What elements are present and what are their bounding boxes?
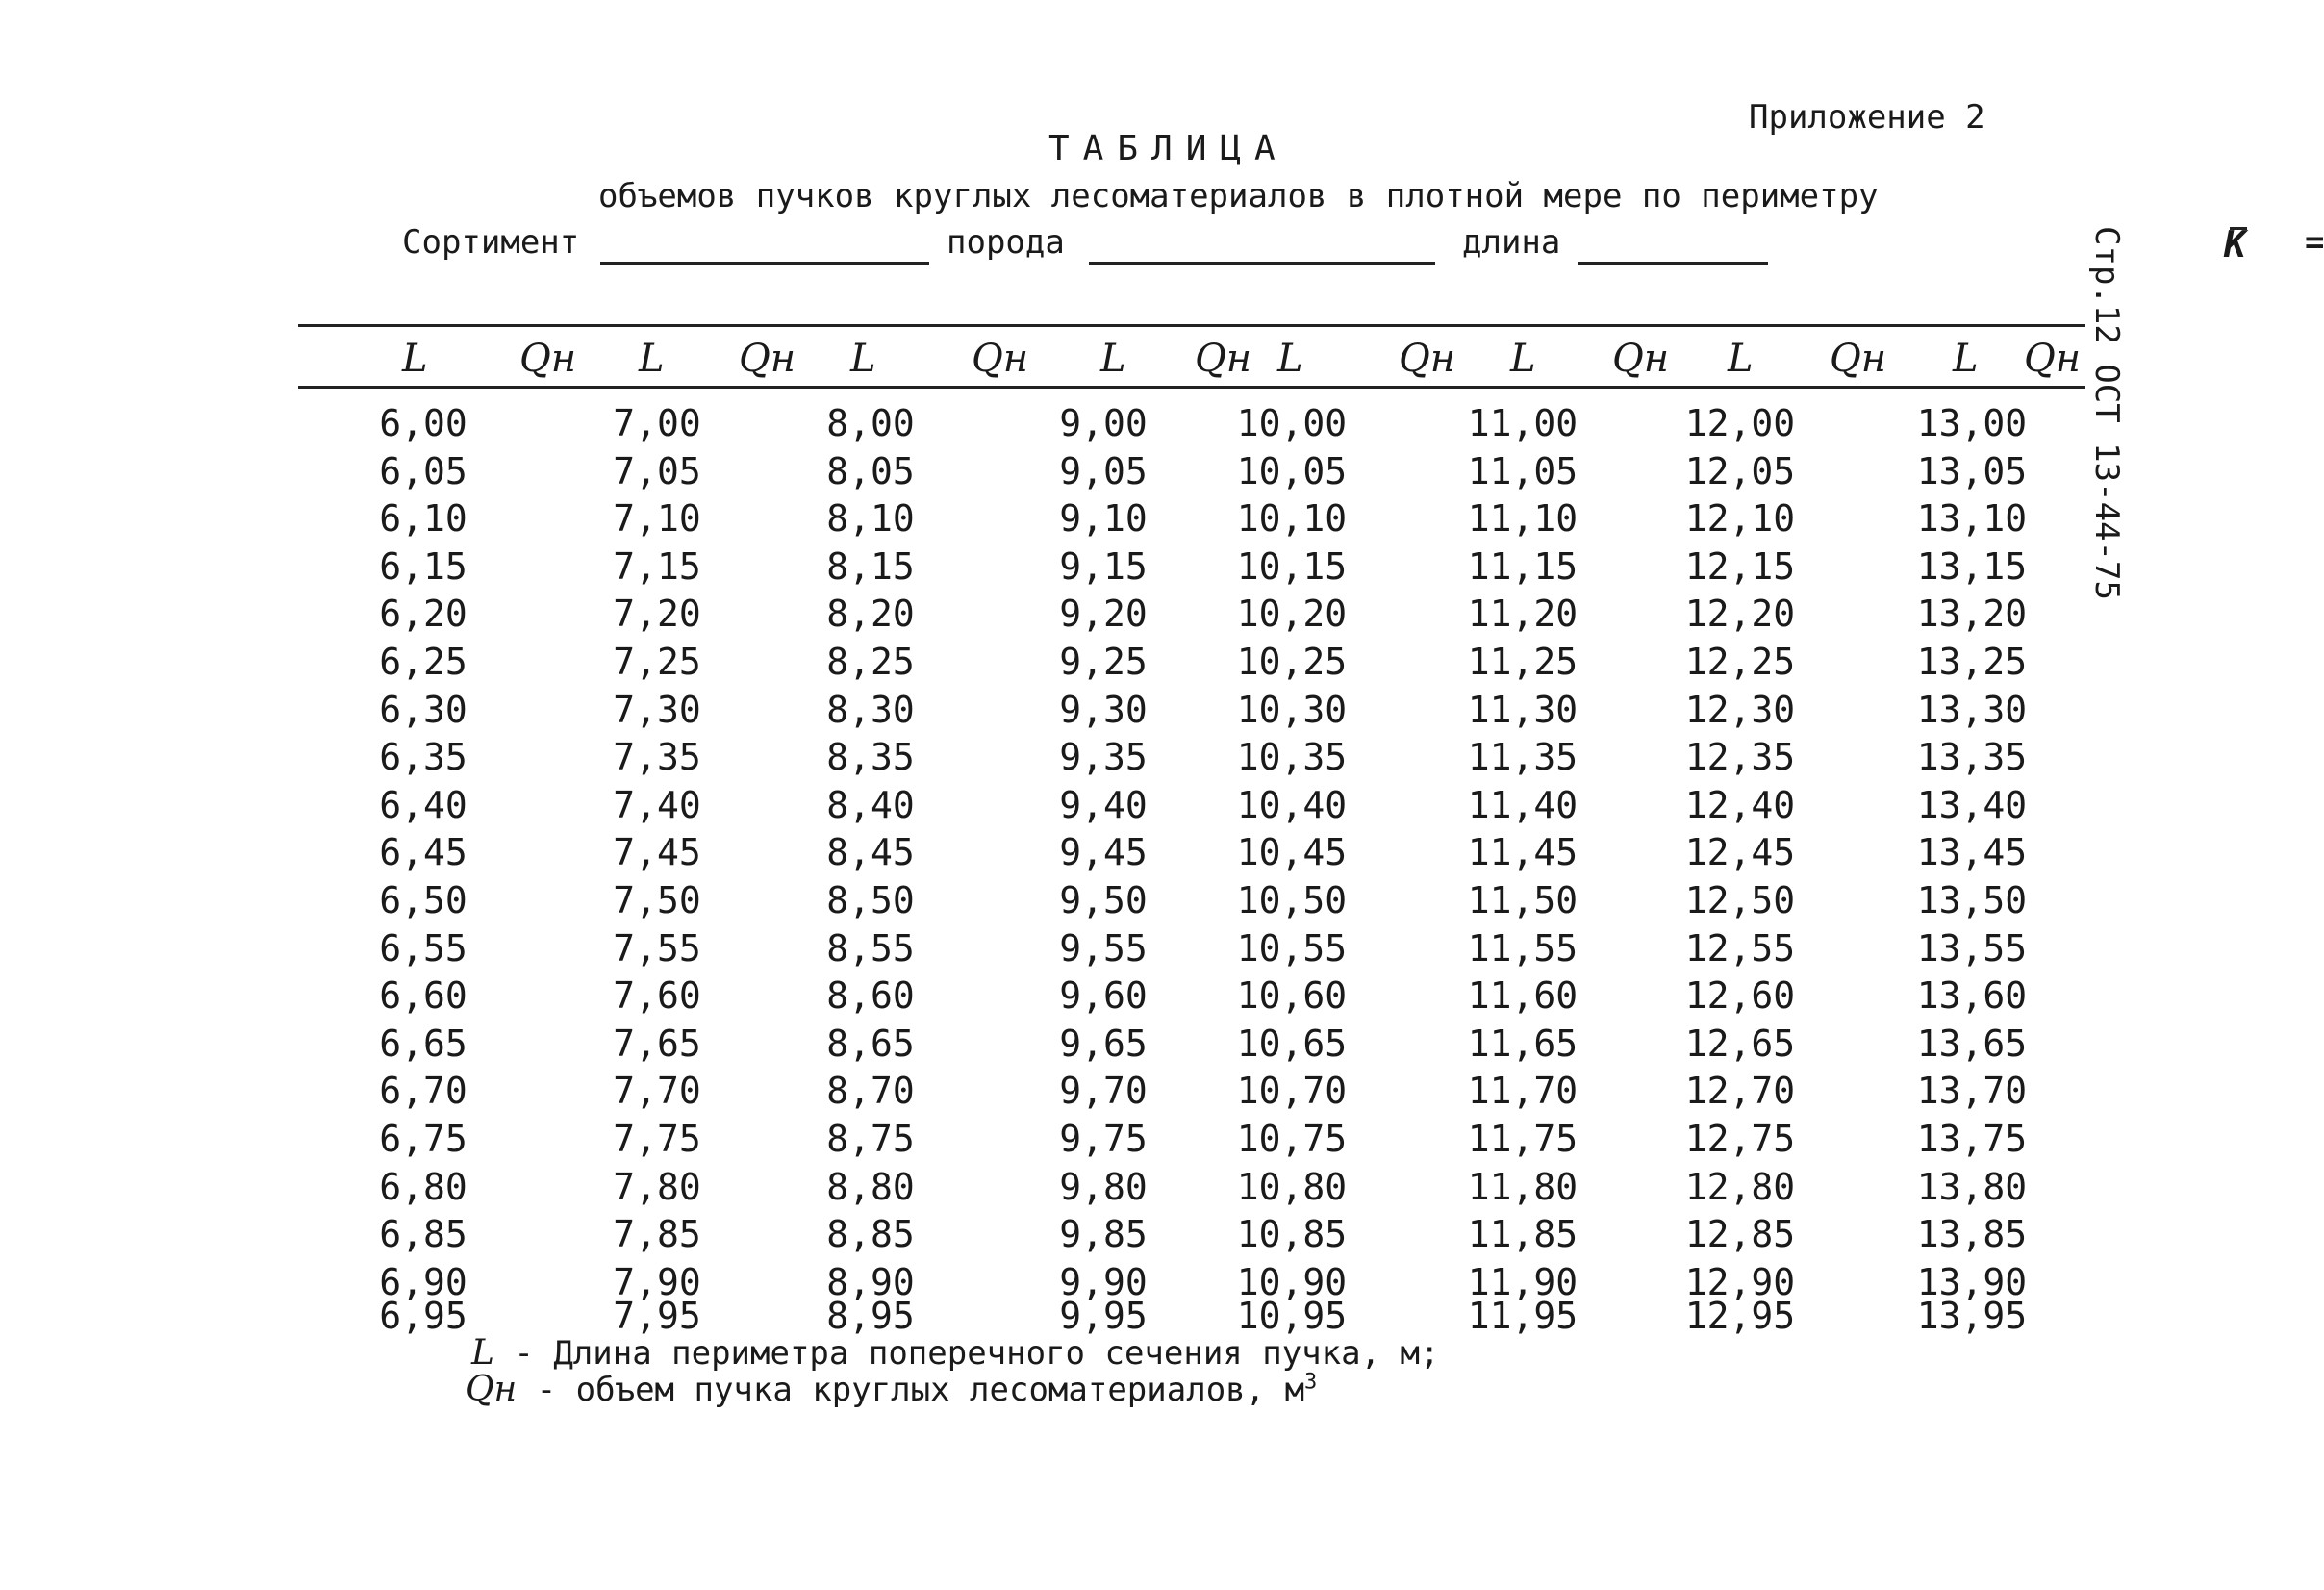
table-cell: 9,70 [1059, 1070, 1148, 1113]
legend-Q [466, 1370, 1317, 1409]
table-cell: 7,85 [613, 1213, 701, 1256]
table-cell: 6,55 [379, 926, 467, 970]
table-cell: 8,65 [826, 1022, 915, 1065]
table-cell: 12,65 [1684, 1022, 1796, 1065]
table-cell: 7,95 [613, 1295, 701, 1338]
table-cell: 13,80 [1916, 1165, 2028, 1208]
table-cell: 8,25 [826, 640, 915, 683]
table-cell: 12,25 [1684, 640, 1796, 683]
table-cell: 9,95 [1059, 1295, 1148, 1338]
table-cell: 13,75 [1916, 1117, 2028, 1160]
table-cell: 10,55 [1236, 926, 1348, 970]
table-cell: 10,50 [1236, 878, 1348, 921]
table-cell: 6,25 [379, 640, 467, 683]
length-blank [1578, 262, 1768, 265]
table-cell: 8,60 [826, 974, 915, 1018]
table-cell: 6,65 [379, 1022, 467, 1065]
table-cell: 13,45 [1916, 831, 2028, 874]
table-cell: 8,95 [826, 1295, 915, 1338]
table-cell: 13,55 [1916, 926, 2028, 970]
table-cell: 11,25 [1467, 640, 1579, 683]
table-cell: 11,40 [1467, 783, 1579, 826]
table-cell: 10,25 [1236, 640, 1348, 683]
header-L-6: L [1510, 337, 1536, 381]
page-side-note: Стр.12 ОСТ 13-44-75 [2087, 226, 2126, 600]
table-cell: 12,45 [1684, 831, 1796, 874]
table-cell: 13,85 [1916, 1213, 2028, 1256]
table-cell: 13,60 [1916, 974, 2028, 1018]
legend-Q-superscript: 3 [1304, 1370, 1318, 1395]
table-cell: 11,65 [1467, 1022, 1579, 1065]
table-cell: 10,00 [1236, 402, 1348, 444]
table-cell: 10,05 [1236, 449, 1348, 492]
table-cell: 11,15 [1467, 544, 1579, 588]
table-cell: 6,90 [379, 1260, 467, 1303]
header-L-3: L [850, 337, 876, 381]
table-cell: 10,65 [1236, 1022, 1348, 1065]
table-cell: 13,10 [1916, 497, 2028, 541]
table-cell: 7,30 [613, 688, 701, 731]
table-cell: 6,45 [379, 831, 467, 874]
page-title: ТАБЛИЦА [1048, 129, 1289, 168]
legend-L [471, 1333, 1439, 1373]
table-cell: 7,55 [613, 926, 701, 970]
table-column-1 [351, 400, 495, 1341]
table-cell: 8,80 [826, 1165, 915, 1208]
species-blank [1089, 262, 1435, 265]
table-column-3 [798, 400, 943, 1341]
table-cell: 6,50 [379, 878, 467, 921]
table-cell: 10,85 [1236, 1213, 1348, 1256]
table-cell: 7,45 [613, 831, 701, 874]
table-cell: 9,20 [1059, 593, 1148, 636]
equals-sign: = [2305, 223, 2324, 262]
table-cell: 12,15 [1684, 544, 1796, 588]
legend-L-symbol: L [471, 1333, 494, 1373]
table-cell: 6,00 [379, 402, 467, 444]
header-Q-5: Qн [1399, 337, 1456, 381]
table-cell: 10,80 [1236, 1165, 1348, 1208]
table-column-4 [1031, 400, 1175, 1341]
header-L-5: L [1277, 337, 1303, 381]
table-cell: 9,45 [1059, 831, 1148, 874]
table-cell: 11,20 [1467, 593, 1579, 636]
table-cell: 7,90 [613, 1260, 701, 1303]
table-cell: 9,25 [1059, 640, 1148, 683]
table-cell: 6,30 [379, 688, 467, 731]
table-cell: 9,00 [1059, 402, 1148, 444]
table-cell: 8,40 [826, 783, 915, 826]
header-Q-6: Qн [1612, 337, 1670, 381]
table-cell: 12,70 [1684, 1070, 1796, 1113]
table-header-rule [298, 386, 2085, 389]
table-cell: 11,75 [1467, 1117, 1579, 1160]
table-cell: 8,35 [826, 736, 915, 779]
table-cell: 7,60 [613, 974, 701, 1018]
table-cell: 8,15 [826, 544, 915, 588]
header-L-7: L [1728, 337, 1754, 381]
table-cell: 12,40 [1684, 783, 1796, 826]
header-Q-1: Qн [519, 337, 577, 381]
table-cell: 6,40 [379, 783, 467, 826]
table-cell: 12,55 [1684, 926, 1796, 970]
table-cell: 8,45 [826, 831, 915, 874]
appendix-label: Приложение 2 [1749, 98, 1985, 137]
legend-Q-text: - объем пучка круглых лесоматериалов, м [536, 1371, 1305, 1409]
table-cell: 9,80 [1059, 1165, 1148, 1208]
table-cell: 6,75 [379, 1117, 467, 1160]
header-L-4: L [1100, 337, 1126, 381]
table-cell: 6,85 [379, 1213, 467, 1256]
table-cell: 6,05 [379, 449, 467, 492]
table-cell: 10,70 [1236, 1070, 1348, 1113]
table-cell: 10,95 [1236, 1295, 1348, 1338]
table-cell: 13,40 [1916, 783, 2028, 826]
table-cell: 11,50 [1467, 878, 1579, 921]
assortment-blank [600, 262, 929, 265]
table-cell: 7,75 [613, 1117, 701, 1160]
table-top-rule [298, 324, 2085, 327]
table-cell: 9,40 [1059, 783, 1148, 826]
table-cell: 13,95 [1916, 1295, 2028, 1338]
table-column-6 [1451, 400, 1595, 1341]
table-cell: 7,50 [613, 878, 701, 921]
table-cell: 11,60 [1467, 974, 1579, 1018]
table-cell: 12,05 [1684, 449, 1796, 492]
table-cell: 8,75 [826, 1117, 915, 1160]
table-cell: 12,95 [1684, 1295, 1796, 1338]
legend-Q-symbol: Qн [466, 1370, 518, 1409]
table-cell: 7,70 [613, 1070, 701, 1113]
table-cell: 12,80 [1684, 1165, 1796, 1208]
table-cell: 7,15 [613, 544, 701, 588]
table-cell: 8,85 [826, 1213, 915, 1256]
table-cell: 8,00 [826, 402, 915, 444]
table-cell: 9,90 [1059, 1260, 1148, 1303]
table-column-5 [1220, 400, 1364, 1341]
table-cell: 7,65 [613, 1022, 701, 1065]
table-cell: 8,10 [826, 497, 915, 541]
table-cell: 11,80 [1467, 1165, 1579, 1208]
table-cell: 8,90 [826, 1260, 915, 1303]
fill-in-row [402, 223, 2324, 271]
table-cell: 6,95 [379, 1295, 467, 1338]
species-label: порода [947, 223, 1065, 262]
table-cell: 11,85 [1467, 1213, 1579, 1256]
table-cell: 10,45 [1236, 831, 1348, 874]
table-cell: 9,65 [1059, 1022, 1148, 1065]
table-cell: 10,75 [1236, 1117, 1348, 1160]
table-cell: 12,60 [1684, 974, 1796, 1018]
table-column-8 [1900, 400, 2044, 1341]
table-cell: 10,60 [1236, 974, 1348, 1018]
table-cell: 13,65 [1916, 1022, 2028, 1065]
table-cell: 7,05 [613, 449, 701, 492]
table-cell: 13,20 [1916, 593, 2028, 636]
table-cell: 10,90 [1236, 1260, 1348, 1303]
table-cell: 7,20 [613, 593, 701, 636]
table-cell: 7,40 [613, 783, 701, 826]
table-cell: 13,35 [1916, 736, 2028, 779]
table-cell: 9,30 [1059, 688, 1148, 731]
table-cell: 11,90 [1467, 1260, 1579, 1303]
table-cell: 13,25 [1916, 640, 2028, 683]
table-cell: 8,70 [826, 1070, 915, 1113]
page-subtitle: объемов пучков круглых лесоматериалов в плотной мере по периметру [598, 177, 1879, 215]
table-cell: 12,90 [1684, 1260, 1796, 1303]
table-cell: 10,40 [1236, 783, 1348, 826]
table-cell: 13,15 [1916, 544, 2028, 588]
table-cell: 12,20 [1684, 593, 1796, 636]
table-cell: 9,60 [1059, 974, 1148, 1018]
table-column-2 [585, 400, 729, 1341]
table-cell: 11,55 [1467, 926, 1579, 970]
table-cell: 6,80 [379, 1165, 467, 1208]
table-cell: 8,20 [826, 593, 915, 636]
table-cell: 12,30 [1684, 688, 1796, 731]
table-cell: 10,10 [1236, 497, 1348, 541]
table-cell: 13,70 [1916, 1070, 2028, 1113]
table-cell: 6,20 [379, 593, 467, 636]
table-cell: 13,90 [1916, 1260, 2028, 1303]
table-cell: 12,85 [1684, 1213, 1796, 1256]
table-cell: 9,85 [1059, 1213, 1148, 1256]
length-label: длина [1462, 223, 1561, 262]
table-cell: 13,00 [1916, 402, 2028, 444]
table-cell: 13,50 [1916, 878, 2028, 921]
table-cell: 11,70 [1467, 1070, 1579, 1113]
header-Q-4: Qн [1195, 337, 1252, 381]
table-cell: 9,55 [1059, 926, 1148, 970]
k-coefficient-symbol: K [2224, 223, 2246, 265]
header-Q-2: Qн [739, 337, 796, 381]
assortment-label: Сортимент [402, 223, 580, 262]
table-column-7 [1668, 400, 1812, 1341]
table-cell: 11,05 [1467, 449, 1579, 492]
table-cell: 7,35 [613, 736, 701, 779]
table-cell: 12,00 [1684, 402, 1796, 444]
table-cell: 9,75 [1059, 1117, 1148, 1160]
table-cell: 9,05 [1059, 449, 1148, 492]
table-cell: 6,60 [379, 974, 467, 1018]
table-cell: 7,00 [613, 402, 701, 444]
table-cell: 11,35 [1467, 736, 1579, 779]
table-cell: 9,15 [1059, 544, 1148, 588]
table-cell: 12,10 [1684, 497, 1796, 541]
table-cell: 8,05 [826, 449, 915, 492]
table-cell: 11,45 [1467, 831, 1579, 874]
table-cell: 11,95 [1467, 1295, 1579, 1338]
table-cell: 12,75 [1684, 1117, 1796, 1160]
table-cell: 6,70 [379, 1070, 467, 1113]
table-cell: 9,35 [1059, 736, 1148, 779]
header-L-2: L [639, 337, 665, 381]
table-cell: 8,55 [826, 926, 915, 970]
table-cell: 13,30 [1916, 688, 2028, 731]
table-cell: 7,80 [613, 1165, 701, 1208]
table-cell: 9,50 [1059, 878, 1148, 921]
header-L-1: L [402, 337, 428, 381]
table-cell: 8,50 [826, 878, 915, 921]
table-cell: 7,25 [613, 640, 701, 683]
table-cell: 11,00 [1467, 402, 1579, 444]
header-L-8: L [1953, 337, 1979, 381]
table-cell: 10,35 [1236, 736, 1348, 779]
table-cell: 8,30 [826, 688, 915, 731]
table-cell: 13,05 [1916, 449, 2028, 492]
table-cell: 9,10 [1059, 497, 1148, 541]
table-cell: 10,20 [1236, 593, 1348, 636]
table-cell: 12,50 [1684, 878, 1796, 921]
table-cell: 10,15 [1236, 544, 1348, 588]
table-cell: 11,30 [1467, 688, 1579, 731]
legend-L-text: - Длина периметра поперечного сечения пучка, м; [514, 1334, 1440, 1373]
header-Q-8: Qн [2024, 337, 2082, 381]
table-cell: 11,10 [1467, 497, 1579, 541]
header-Q-7: Qн [1830, 337, 1887, 381]
table-cell: 6,35 [379, 736, 467, 779]
table-cell: 7,10 [613, 497, 701, 541]
table-cell: 6,10 [379, 497, 467, 541]
table-cell: 6,15 [379, 544, 467, 588]
table-cell: 10,30 [1236, 688, 1348, 731]
table-cell: 12,35 [1684, 736, 1796, 779]
header-Q-3: Qн [972, 337, 1029, 381]
